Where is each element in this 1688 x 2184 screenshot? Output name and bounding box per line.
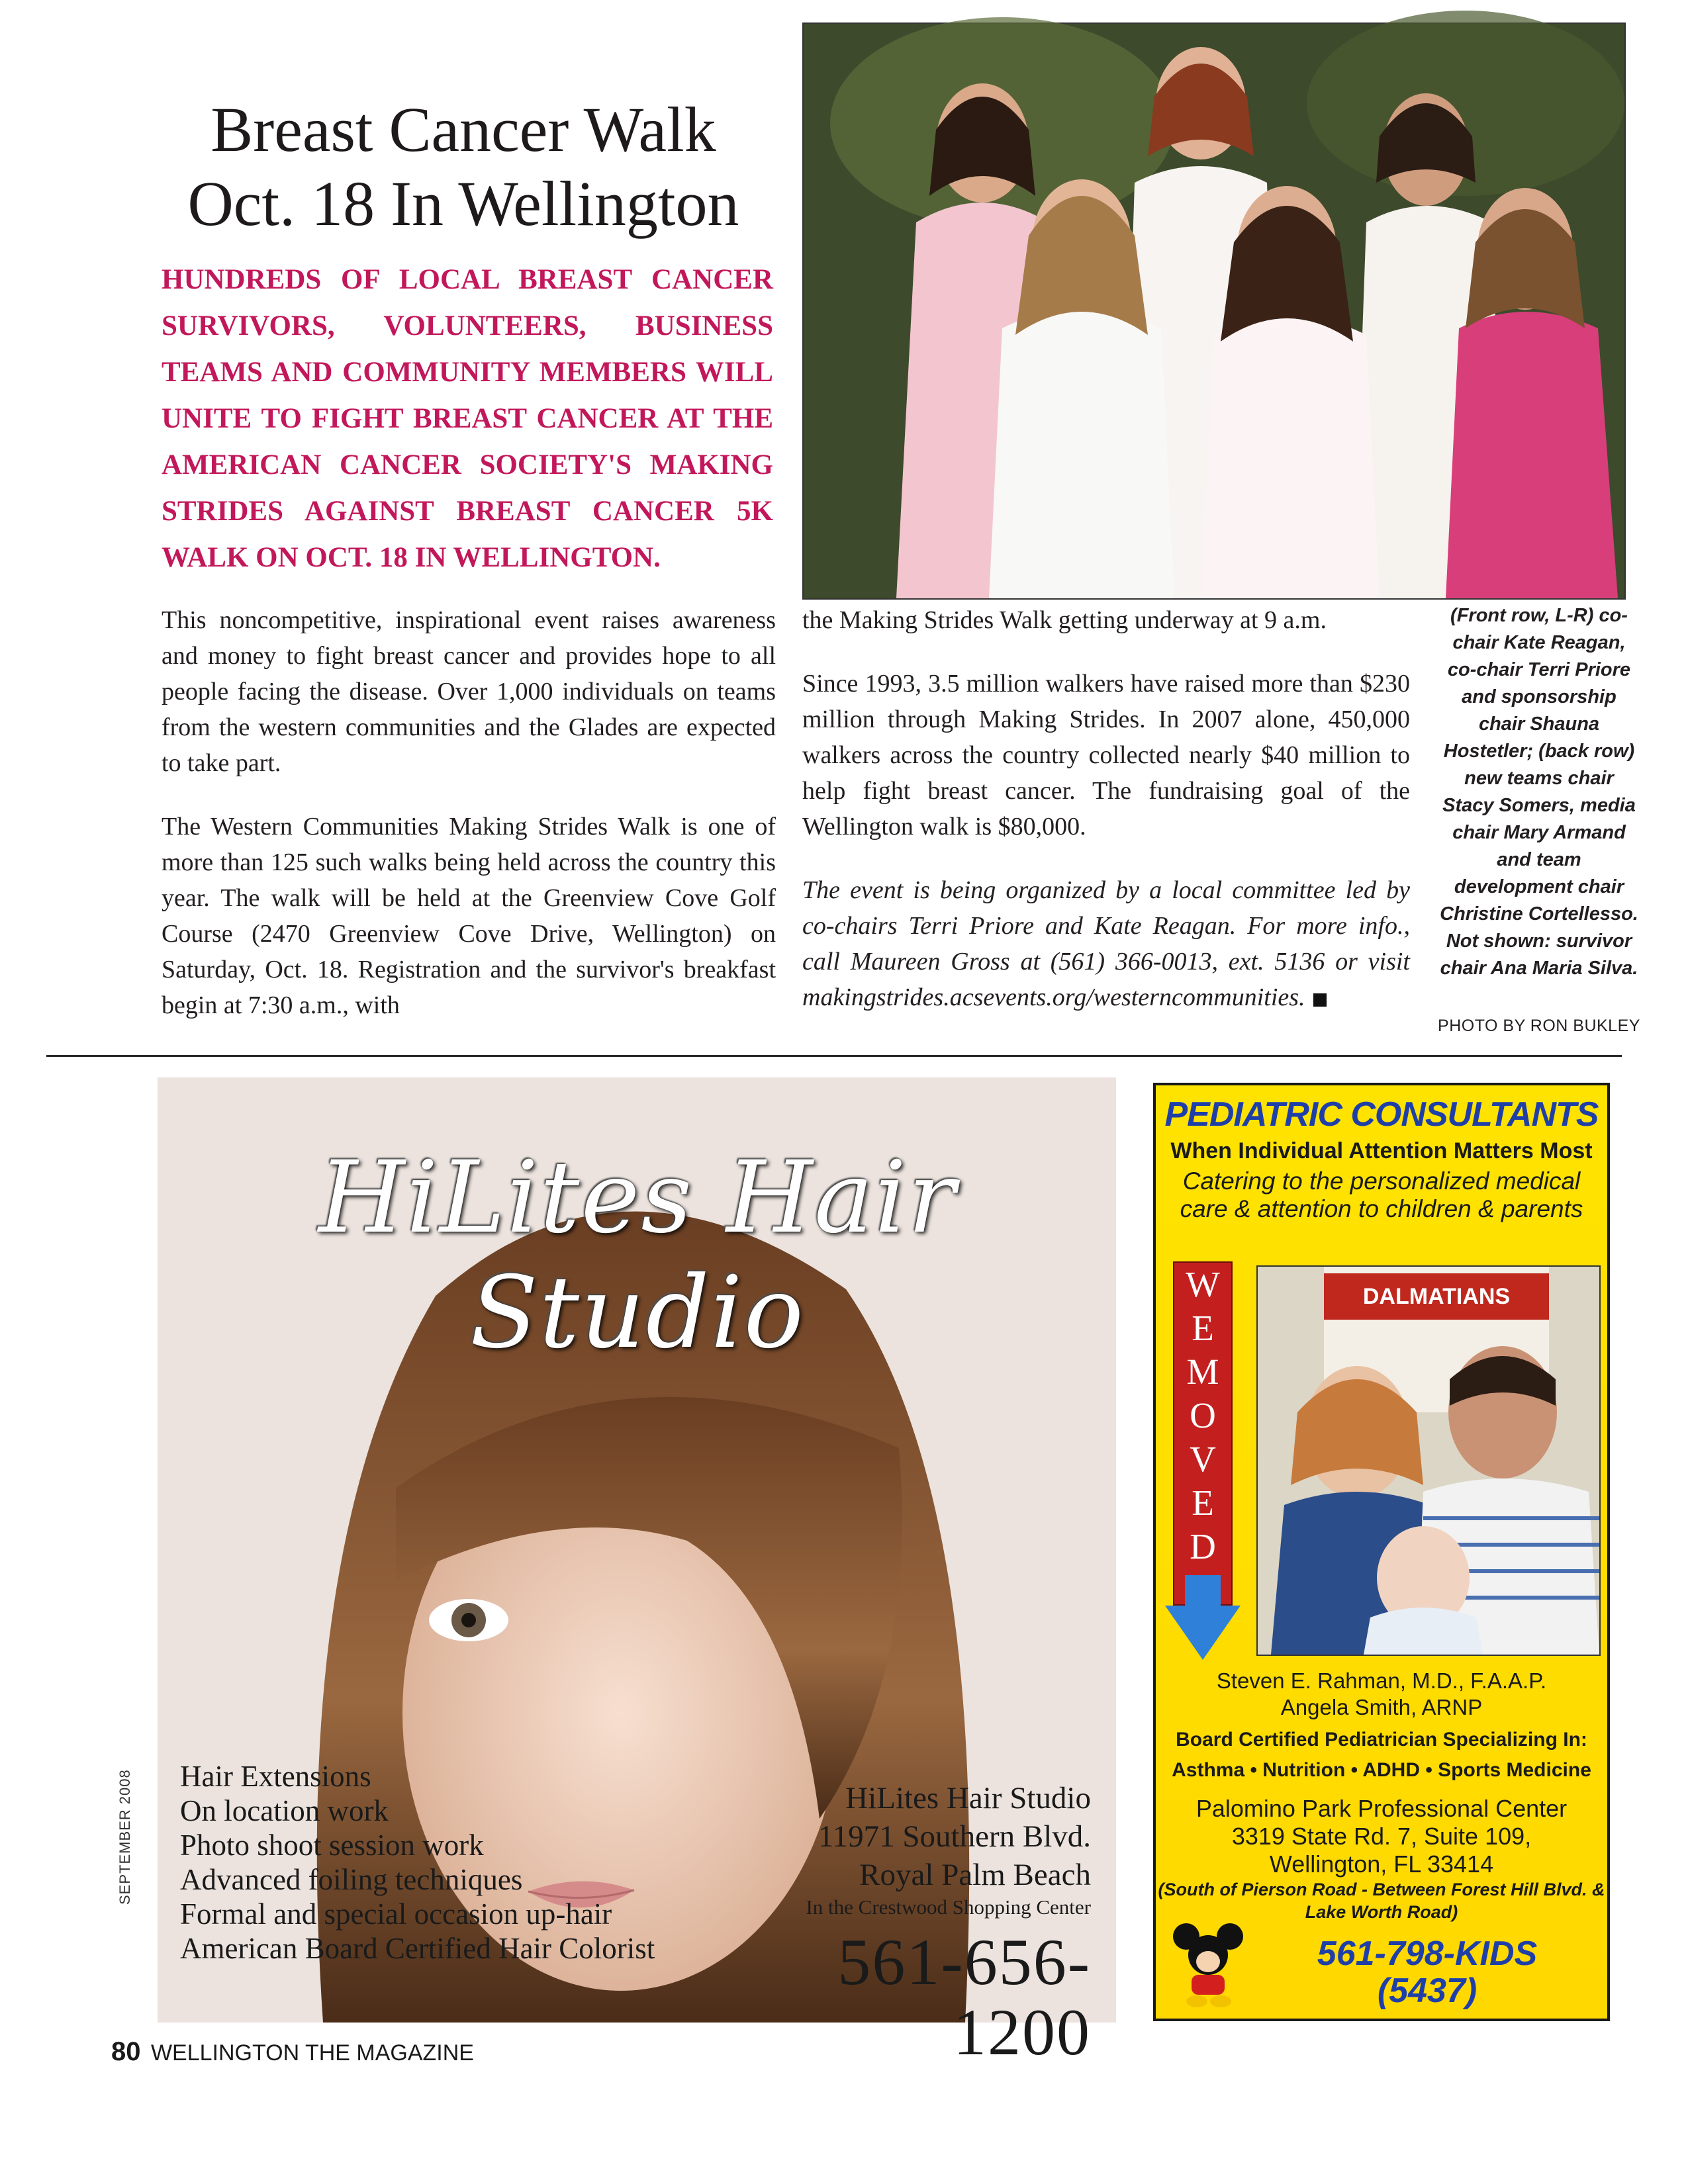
doctor-1: Steven E. Rahman, M.D., F.A.A.P. [1216,1668,1547,1693]
we-moved-banner [1173,1261,1233,1606]
article-headline [146,93,781,241]
down-arrow-shaft [1185,1575,1221,1608]
doctor-names [1156,1668,1607,1721]
specialty-list: Asthma • Nutrition • ADHD • Sports Medicine [1172,1759,1591,1781]
address-line-1: Palomino Park Professional Center [1196,1795,1568,1822]
paragraph-4: Since 1993, 3.5 million walkers have raised more than $230 million through Making Strides. In 2007 alone, 450,000 walkers across the country collected nearly $40 million to help fight breast cancer. The fundraising goal of the Wellington walk is $80,000. [802,670,1410,841]
service-item: Advanced foiling techniques [180,1863,523,1896]
address-line-3: Wellington, FL 33414 [1269,1850,1494,1878]
article-column-2 [802,602,1410,1043]
hair-studio-street: 11971 Southern Blvd. [818,1819,1091,1854]
page-footer [111,2037,474,2067]
section-divider [46,1055,1622,1057]
hair-studio-phone: 561-656-1200 [837,1925,1091,2069]
moved-letter: D [1190,1526,1216,1567]
specialty-heading: Board Certified Pediatrician Specializing In: [1176,1729,1587,1751]
pediatric-tagline: When Individual Attention Matters Most [1170,1138,1593,1163]
service-item: Formal and special occasion up-hair [180,1897,612,1931]
pediatric-phone [1262,1935,1593,2009]
headline-line-1: Breast Cancer Walk [211,94,716,165]
paragraph-5 [802,872,1410,1015]
magazine-name: WELLINGTON THE MAGAZINE [150,2040,474,2066]
paragraph-5-text: The event is being organized by a local committee led by co-chairs Terri Priore and Kate Reagan. For more info., call Maureen Gross at (561) 366-0013, ext. 5136 or visit makingstrides.acsevents.org/westerncommunities. [802,876,1410,1011]
pediatric-address [1156,1795,1607,1878]
page-number: 80 [111,2037,141,2066]
moved-letter: W [1186,1264,1220,1304]
doctor-family-illustration [1258,1267,1599,1655]
headline-line-2: Oct. 18 In Wellington [187,168,739,239]
pediatric-title: PEDIATRIC CONSULTANTS [1164,1095,1599,1134]
pediatric-consultants-ad [1153,1083,1610,2021]
paragraph-2: The Western Communities Making Strides Walk is one of more than 125 such walks being held across the country this year. The walk will be held at the Greenview Cove Golf Course (2470 Greenview Cove Drive, Wellington) on Saturday, Oct. 18. Registration and the survivor's breakfast begin at 7:30 a.m., with [162,813,776,1019]
hair-services-list [180,1759,657,1966]
hair-studio-location: In the Crestwood Shopping Center [806,1895,1091,1919]
committee-photo-illustration [804,24,1624,598]
moved-letter: V [1190,1439,1216,1479]
article-deck: HUNDREDS OF LOCAL BREAST CANCER SURVIVORS, VOLUNTEERS, BUSINESS TEAMS AND COMMUNITY MEMBERS WILL UNITE TO FIGHT BREAST CANCER AT THE AMERICAN CANCER SOCIETY'S MAKING STRIDES AGAINST BREAST CANCER 5K WALK ON OCT. 18 IN WELLINGTON. [162,264,773,573]
phone-digits: (5437) [1377,1972,1477,2010]
pediatric-subtitle: Catering to the personalized medical care & attention to children & parents [1180,1167,1583,1222]
service-item: On location work [180,1794,389,1827]
photo-caption: (Front row, L-R) co-chair Kate Reagan, co-chair Terri Priore and sponsorship chair Shauna Hostetler; (back row) new teams chair Stacy Somers, media chair Mary Armand and team development chair Christine Cortellesso. Not shown: survivor chair Ana Maria Silva. [1440,605,1638,979]
hair-studio-name: HiLites Hair Studio [845,1781,1091,1815]
specialties [1156,1725,1607,1786]
article-column-1 [162,602,776,1051]
service-item: American Board Certified Hair Colorist [180,1932,655,1965]
doctor-family-photo [1256,1265,1601,1656]
down-arrow-icon [1165,1606,1241,1660]
paragraph-1: This noncompetitive, inspirational event raises awareness and money to fight breast cancer and provides hope to all people facing the disease. Over 1,000 individuals on teams from the western communities and the Glades are expected to take part. [162,606,776,777]
address-line-2: 3319 State Rd. 7, Suite 109, [1231,1823,1532,1850]
hair-studio-city: Royal Palm Beach [859,1858,1091,1892]
pediatric-directions: (South of Pierson Road - Between Forest Hill Blvd. & Lake Worth Road) [1158,1880,1605,1922]
service-item: Hair Extensions [180,1760,371,1793]
hair-studio-address [707,1779,1091,2068]
moved-letter: E [1192,1308,1214,1348]
photo-credit: PHOTO BY RON BUKLEY [1438,1017,1640,1035]
phone-letters: 561-798-KIDS [1317,1934,1538,1973]
moved-letter: O [1190,1395,1216,1435]
doctor-2: Angela Smith, ARNP [1280,1695,1483,1719]
poster-title: DALMATIANS [1324,1273,1549,1320]
paragraph-3: the Making Strides Walk getting underway at 9 a.m. [802,606,1327,634]
issue-date: SEPTEMBER 2008 [117,1769,133,1905]
hair-studio-logo: HiLites Hair Studio [318,1140,957,1371]
moved-letter: E [1192,1482,1214,1523]
mickey-mouse-icon [1172,1922,1244,2008]
committee-photo [802,23,1626,600]
end-mark-icon [1313,993,1327,1007]
moved-letter: M [1186,1351,1219,1392]
service-item: Photo shoot session work [180,1829,484,1862]
